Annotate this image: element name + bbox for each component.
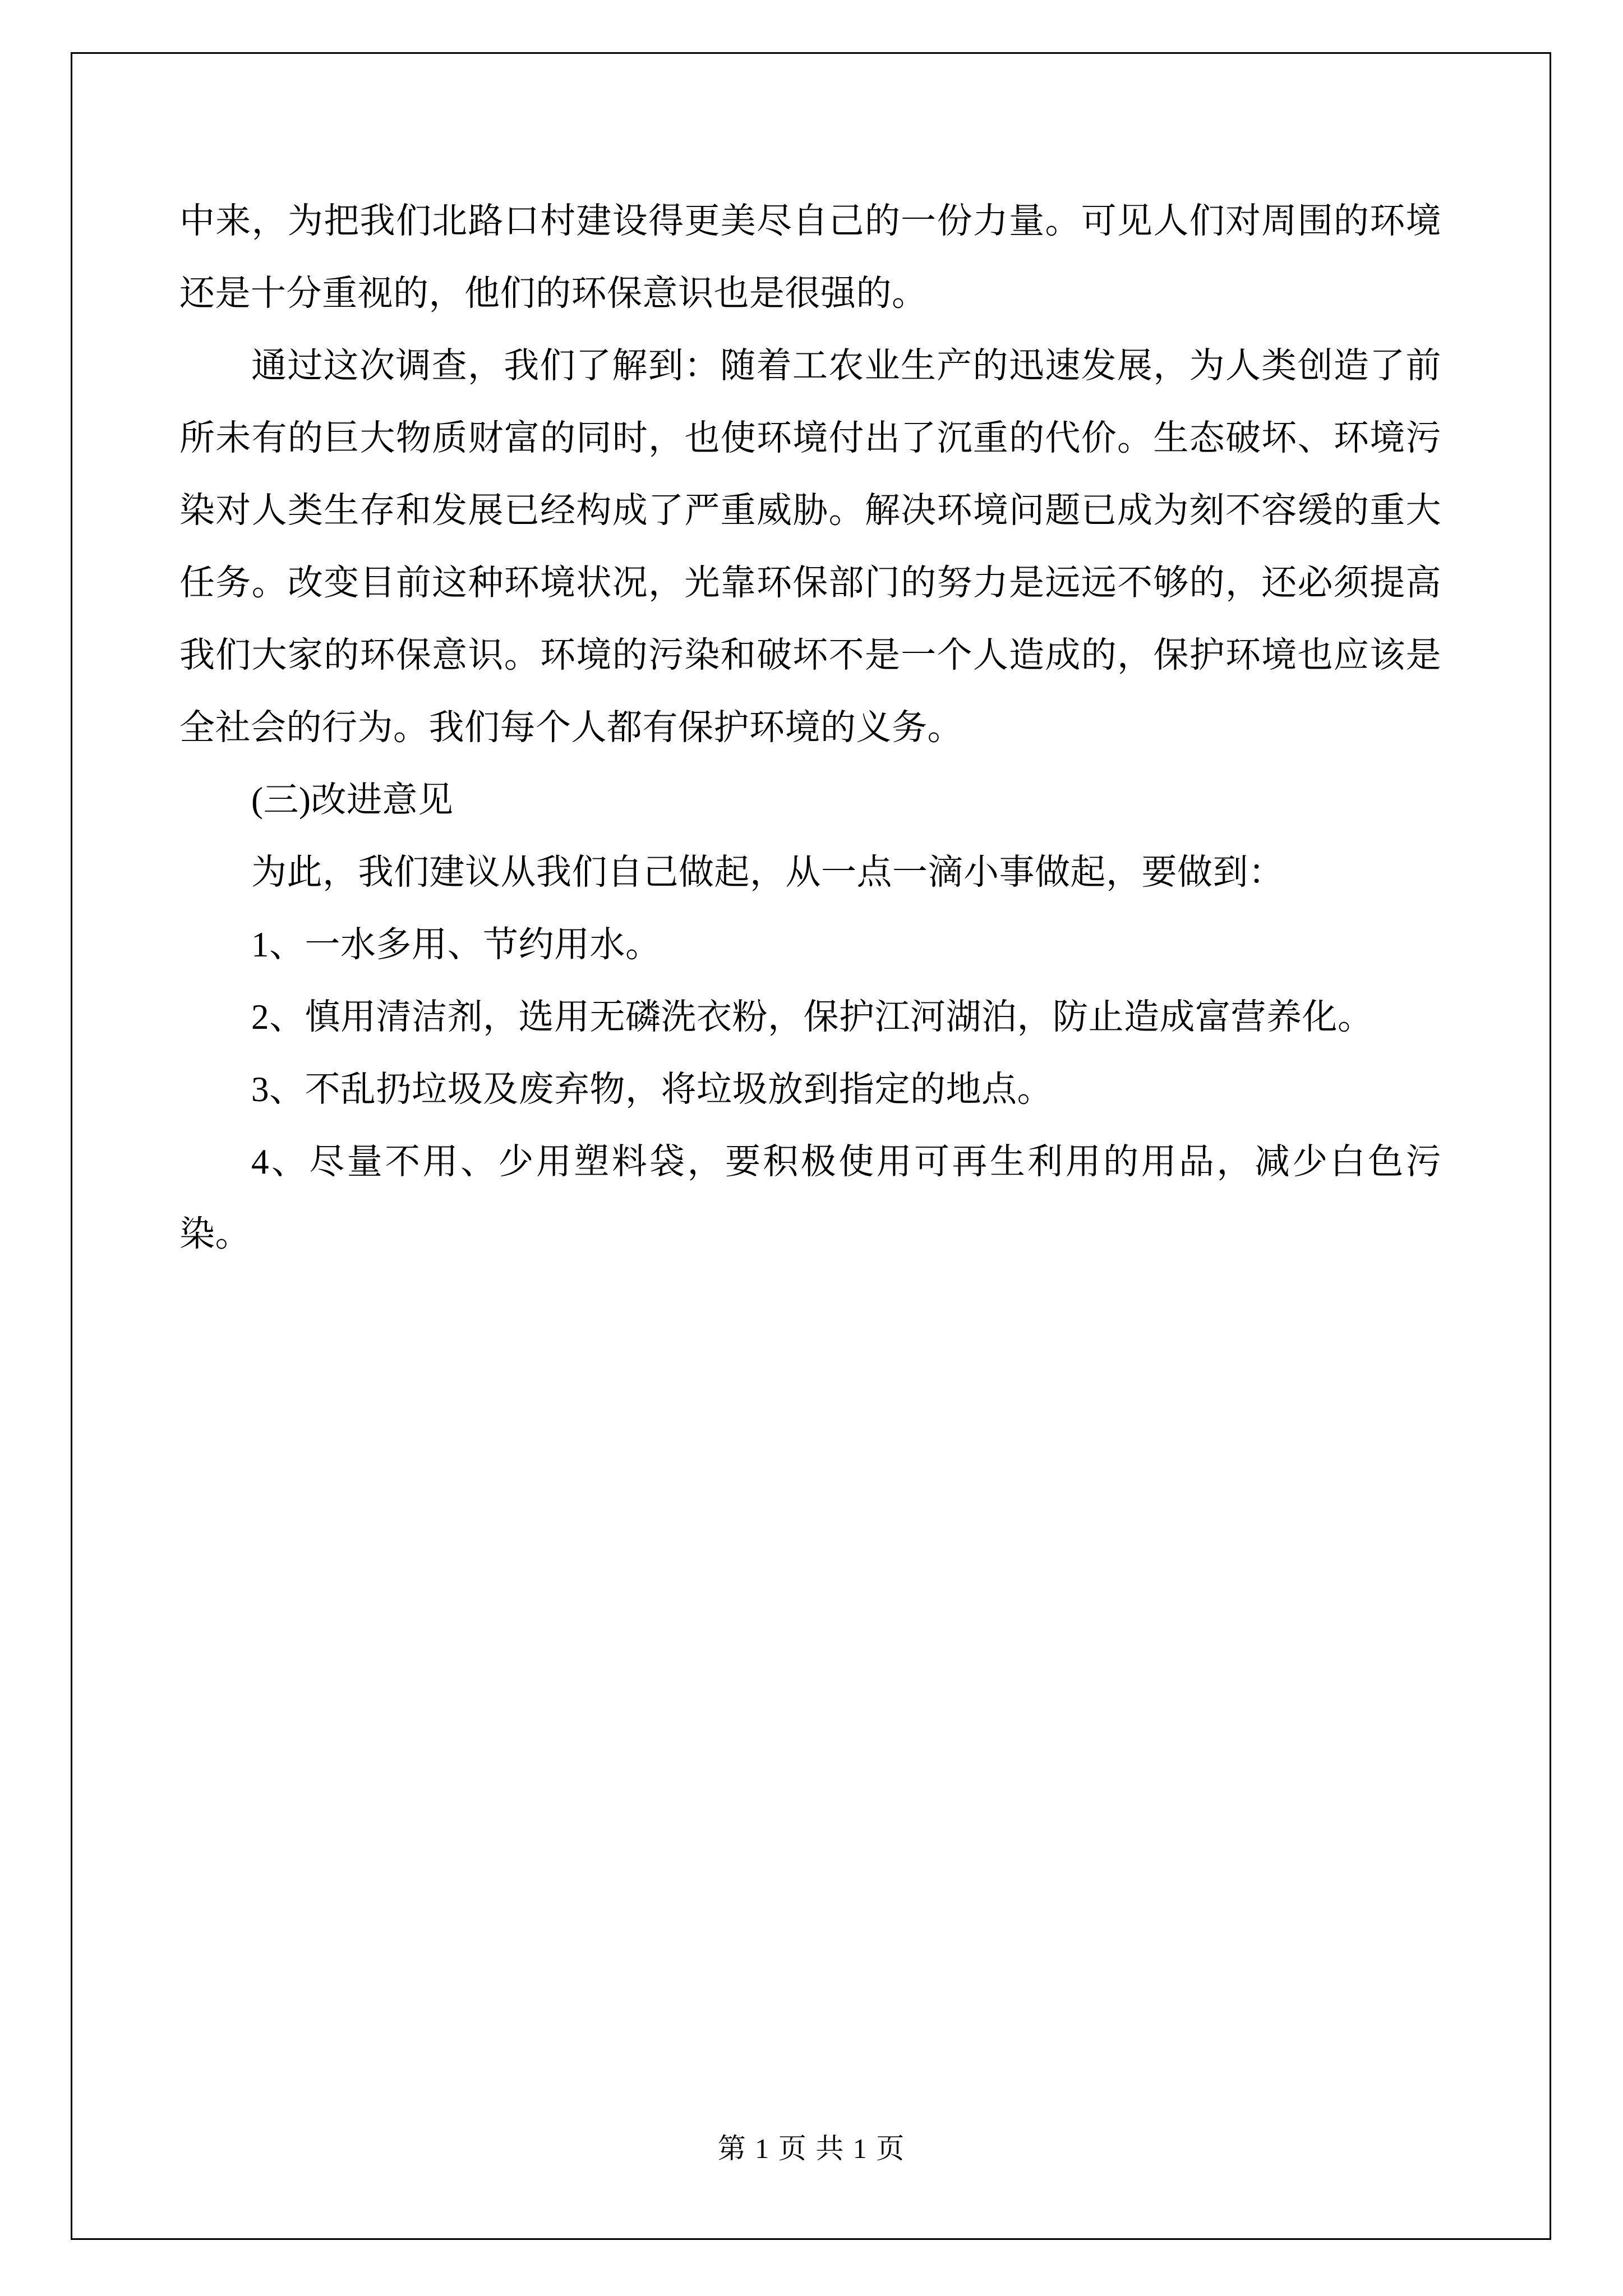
list-item: 1、一水多用、节约用水。 — [251, 925, 661, 964]
paragraph: 为此，我们建议从我们自己做起，从一点一滴小事做起，要做到： — [251, 853, 1284, 892]
paragraph: 中来，为把我们北路口村建设得更美尽自己的一份力量。可见人们对周围的环境还是十分重视的，他们的环保意识也是很强的。 — [179, 201, 1441, 313]
document-body — [179, 185, 1441, 1271]
list-item: 4、尽量不用、少用塑料袋，要积极使用可再生利用的用品，减少白色污染。 — [179, 1142, 1441, 1254]
paragraph: 通过这次调查，我们了解到：随着工农业生产的迅速发展，为人类创造了前所未有的巨大物质财富的同时，也使环境付出了沉重的代价。生态破坏、环境污染对人类生存和发展已经构成了严重威胁。解决环境问题已成为刻不容缓的重大任务。改变目前这种环境状况，光靠环保部门的努力是远远不够的，还必须提高我们大家的环保意识。环境的污染和破坏不是一个人造成的，保护环境也应该是全社会的行为。我们每个人都有保护环境的义务。 — [179, 346, 1441, 747]
list-item: 3、不乱扔垃圾及废弃物，将垃圾放到指定的地点。 — [251, 1070, 1053, 1109]
page-footer: 第 1 页 共 1 页 — [717, 2133, 906, 2164]
section-heading: (三)改进意见 — [251, 780, 454, 820]
list-item: 2、慎用清洁剂，选用无磷洗衣粉，保护江河湖泊，防止造成富营养化。 — [251, 997, 1373, 1037]
